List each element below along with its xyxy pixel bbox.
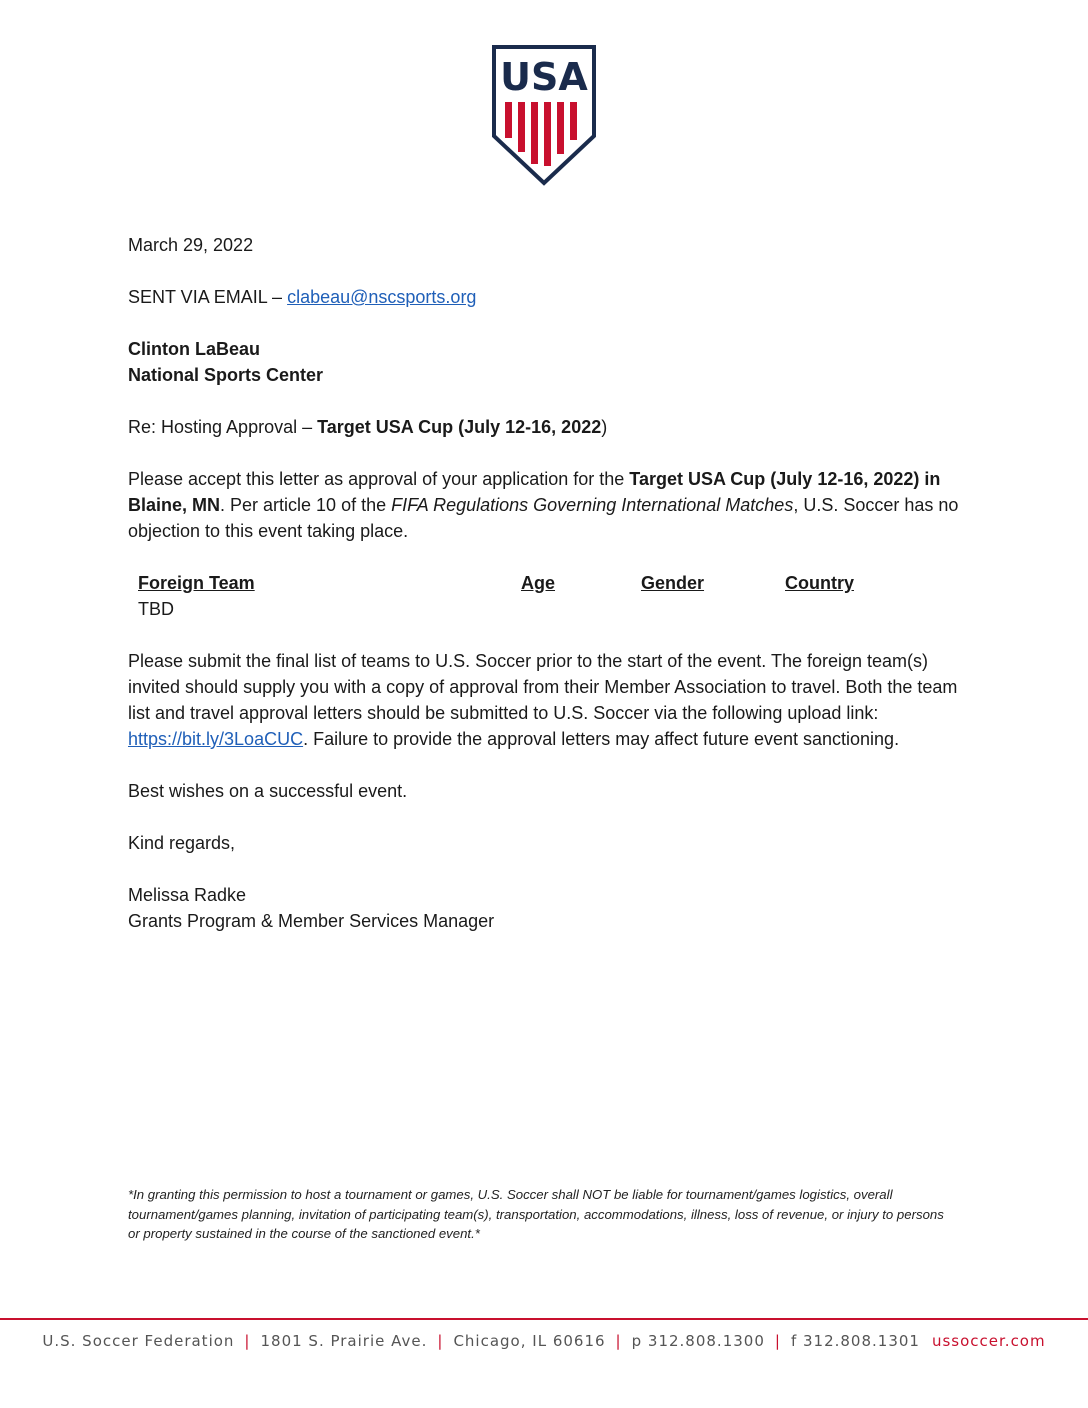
subject-event: Target USA Cup [317,417,454,437]
header-country: Country [785,573,854,593]
subject-prefix: Re: Hosting Approval – [128,417,318,437]
sent-via-line [128,284,968,310]
recipient-org: National Sports Center [128,365,324,385]
liability-disclaimer: *In granting this permission to host a tournament or games, U.S. Soccer shall NOT be liable for tournament/games logistics, overall tournament/games planning, invitation of participating team(s), transportation, accommodations, illness, loss of revenue, or injury to persons or property sustained in the course of the sanctioned event.* [128,1187,944,1242]
approval-text-c: . Per article 10 of the [220,495,392,515]
sent-via-label: SENT VIA EMAIL – [128,287,288,307]
approval-paragraph [128,466,968,544]
signer-title: Grants Program & Member Services Manager [128,911,495,931]
approval-event: Target USA Cup (July 12-16, 2022) in Blaine, MN [128,469,941,515]
submission-paragraph [128,648,968,752]
footer-separator: | [244,1332,251,1350]
letter-body [128,232,968,934]
footer-separator: | [437,1332,444,1350]
submission-text-a: Please submit the final list of teams to U.S. Soccer prior to the start of the event. The foreign team(s) invited should supply you with a copy of approval from their Member Association to travel. Both the team list and travel approval letters should be submitted to U.S. Soccer via the following upload link: [128,651,958,723]
signer-name: Melissa Radke [128,885,247,905]
us-soccer-crest-logo [491,44,597,186]
header-age: Age [521,573,556,593]
approval-text-e: , U.S. Soccer has no objection to this event taking place. [128,495,959,541]
foreign-team-table [138,570,968,622]
header-gender: Gender [641,573,705,593]
footer-address: 1801 S. Prairie Ave. [260,1332,428,1350]
fifa-regulations-title: FIFA Regulations Governing International Matches [391,495,794,515]
recipient-name: Clinton LaBeau [128,339,261,359]
subject-close: ) [601,417,608,437]
footer-phone: p 312.808.1300 [631,1332,765,1350]
subject-dates: (July 12-16, 2022 [453,417,602,437]
recipient-email-link[interactable]: clabeau@nscsports.org [287,287,477,307]
best-wishes: Best wishes on a successful event. [128,781,408,801]
footer-website[interactable]: ussoccer.com [931,1332,1046,1350]
footer-divider [0,1318,1088,1320]
subject-line [128,414,968,440]
team-cell-tbd: TBD [138,599,174,619]
footer-separator: | [615,1332,622,1350]
approval-text-a: Please accept this letter as approval of your application for the [128,469,630,489]
footer-separator: | [774,1332,781,1350]
closing: Kind regards, [128,833,236,853]
footer-city: Chicago, IL 60616 [453,1332,606,1350]
letter-date: March 29, 2022 [128,235,254,255]
footer-fax: f 312.808.1301 [790,1332,920,1350]
upload-link[interactable]: https://bit.ly/3LoaCUC [128,729,304,749]
header-foreign-team: Foreign Team [138,573,255,593]
footer-org: U.S. Soccer Federation [42,1332,235,1350]
svg-text:USA: USA [500,55,588,99]
submission-text-b: . Failure to provide the approval letters may affect future event sanctioning. [303,729,900,749]
footer [0,1332,1088,1350]
